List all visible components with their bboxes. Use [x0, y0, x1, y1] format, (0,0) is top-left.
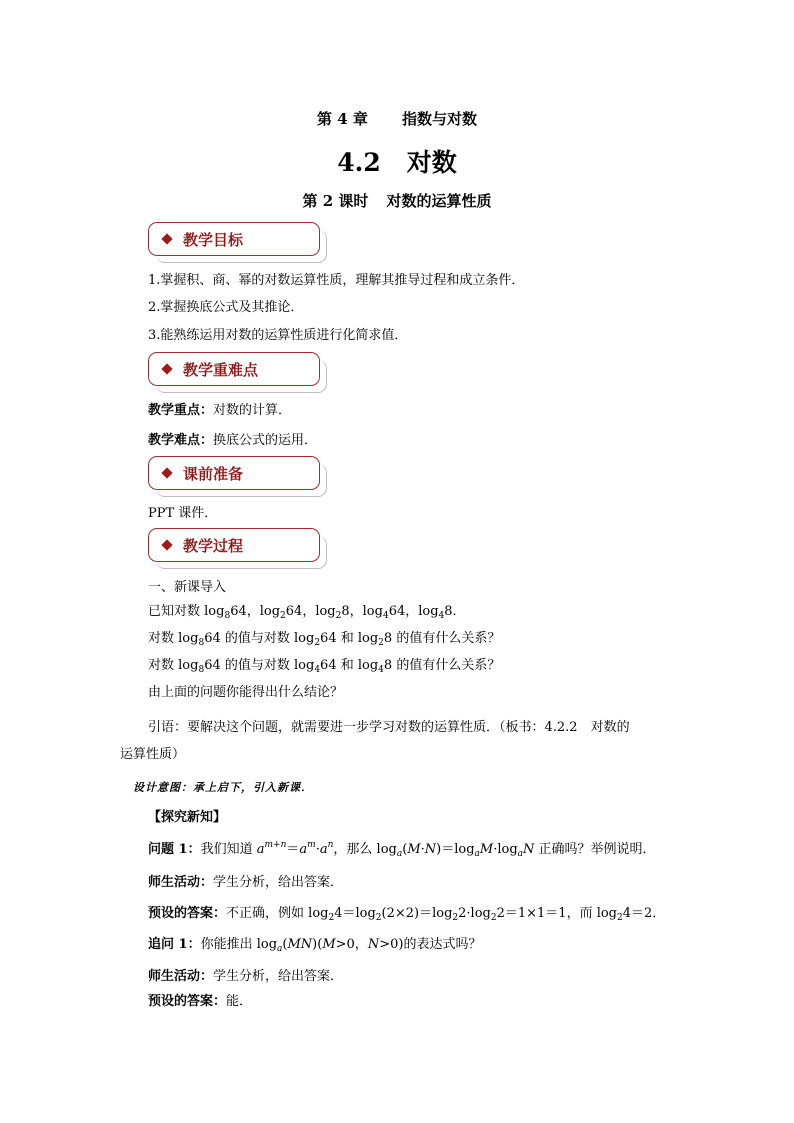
known-prefix: 已知对数 [148, 604, 205, 619]
answer-label: 预设的答案： [148, 994, 227, 1009]
design-note: 设计意图：承上启下，引入新课． [133, 781, 313, 794]
follow-up-prefix: 你能推出 [200, 937, 257, 952]
process-heading [148, 528, 320, 562]
q-mid: 的值与对数 [220, 658, 294, 673]
intro-question-2: 对数 $\log_864$ 的值与对数 $\log_464$ 和 $\log_48$ 的值有什么关系？ [148, 658, 501, 675]
question-1-mid: ，那么 [333, 842, 377, 857]
preparation-heading-label: 课前准备 [183, 465, 244, 483]
answer-2-text: 能． [226, 994, 253, 1009]
question-1-suffix: 正确吗？举例说明． [534, 842, 656, 857]
objective-item: 1.掌握积、商、幂的对数运算性质，理解其推导过程和成立条件． [148, 273, 525, 288]
section-title [0, 143, 794, 179]
lead-text-line2: 运算性质） [120, 747, 186, 762]
focus-label: 教学重点： [148, 403, 214, 418]
objectives-heading [148, 222, 320, 256]
answer-1-prefix: 不正确，例如 [226, 906, 309, 921]
diamond-icon [161, 363, 172, 374]
intro-question-3: 由上面的问题你能得出什么结论？ [148, 685, 344, 700]
difficulty-text: 换底公式的运用． [213, 433, 318, 448]
objective-item: 3.能熟练运用对数的运算性质进行化简求值． [148, 328, 408, 343]
teaching-difficulty [148, 429, 317, 448]
q-suffix: 的值有什么关系？ [392, 631, 501, 646]
follow-up-1: 追问 1：你能推出 $\log_a(MN)(M>0$，N>0)的表达式吗？ [148, 937, 482, 954]
intro-heading: 一、新课导入 [148, 580, 227, 595]
preparation-text: PPT 课件． [148, 506, 218, 521]
difficulty-label: 教学难点： [148, 433, 214, 448]
diamond-icon [161, 233, 172, 244]
preset-answer-2 [148, 990, 252, 1009]
q-prefix: 对数 [148, 631, 179, 646]
activity-label: 师生活动： [148, 969, 214, 984]
question-1-prefix: 我们知道 [200, 842, 257, 857]
section-name: 对数 [406, 148, 457, 177]
chapter-name: 指数与对数 [401, 110, 477, 128]
q-mid: 的值与对数 [220, 631, 294, 646]
q-and: 和 [336, 631, 358, 646]
intro-known-logs: 已知对数 $\log_864$，$\log_264$，$\log_28$，$\log_464$，$\log_48$． [148, 604, 466, 621]
objective-item: 2.掌握换底公式及其推论． [148, 300, 304, 315]
teacher-student-activity-2 [148, 965, 343, 984]
preparation-heading [148, 456, 320, 490]
answer-label: 预设的答案： [148, 906, 227, 921]
teaching-focus [148, 399, 291, 418]
diamond-icon [161, 539, 172, 550]
lesson-name: 对数的运算性质 [386, 192, 492, 210]
activity-text: 学生分析，给出答案． [213, 969, 344, 984]
diamond-icon [161, 467, 172, 478]
lesson-number: 第 2 课时 [302, 192, 369, 210]
q-and: 和 [336, 658, 358, 673]
objectives-heading-label: 教学目标 [183, 231, 244, 249]
process-heading-label: 教学过程 [183, 537, 244, 555]
intro-question-1: 对数 $\log_864$ 的值与对数 $\log_264$ 和 $\log_28$ 的值有什么关系？ [148, 631, 501, 648]
question-1-label: 问题 1： [148, 842, 201, 857]
chapter-number: 第 4 章 [317, 110, 368, 128]
focus-text: 对数的计算． [213, 403, 292, 418]
lead-text-line1: 引语：要解决这个问题，就需要进一步学习对数的运算性质．（板书：4.2.2 对数的 [148, 720, 630, 735]
follow-up-label: 追问 1： [148, 937, 201, 952]
chapter-title [0, 108, 794, 129]
follow-up-suffix: 的表达式吗？ [403, 937, 482, 952]
preset-answer-1: 预设的答案：不正确，例如 $\log_24=\log_2(2\times 2)=\log_22\cdot\log_22=1\times 1=1$，而 $\log_24=2$． [148, 906, 666, 923]
section-number: 4.2 [337, 148, 381, 177]
q-prefix: 对数 [148, 658, 179, 673]
activity-label: 师生活动： [148, 875, 214, 890]
q-suffix: 的值有什么关系？ [392, 658, 501, 673]
question-1: 问题 1：我们知道 $a^{m+n}=a^m\cdot a^n$，那么 $\log_a(M\cdot N)=\log_aM\cdot\log_aN$ 正确吗？举例说明． [148, 840, 656, 859]
activity-text: 学生分析，给出答案． [213, 875, 344, 890]
explore-heading: 【探究新知】 [148, 810, 227, 825]
key-points-heading-label: 教学重难点 [183, 361, 259, 379]
teacher-student-activity [148, 871, 343, 890]
key-points-heading [148, 352, 320, 386]
lesson-title [0, 190, 794, 211]
